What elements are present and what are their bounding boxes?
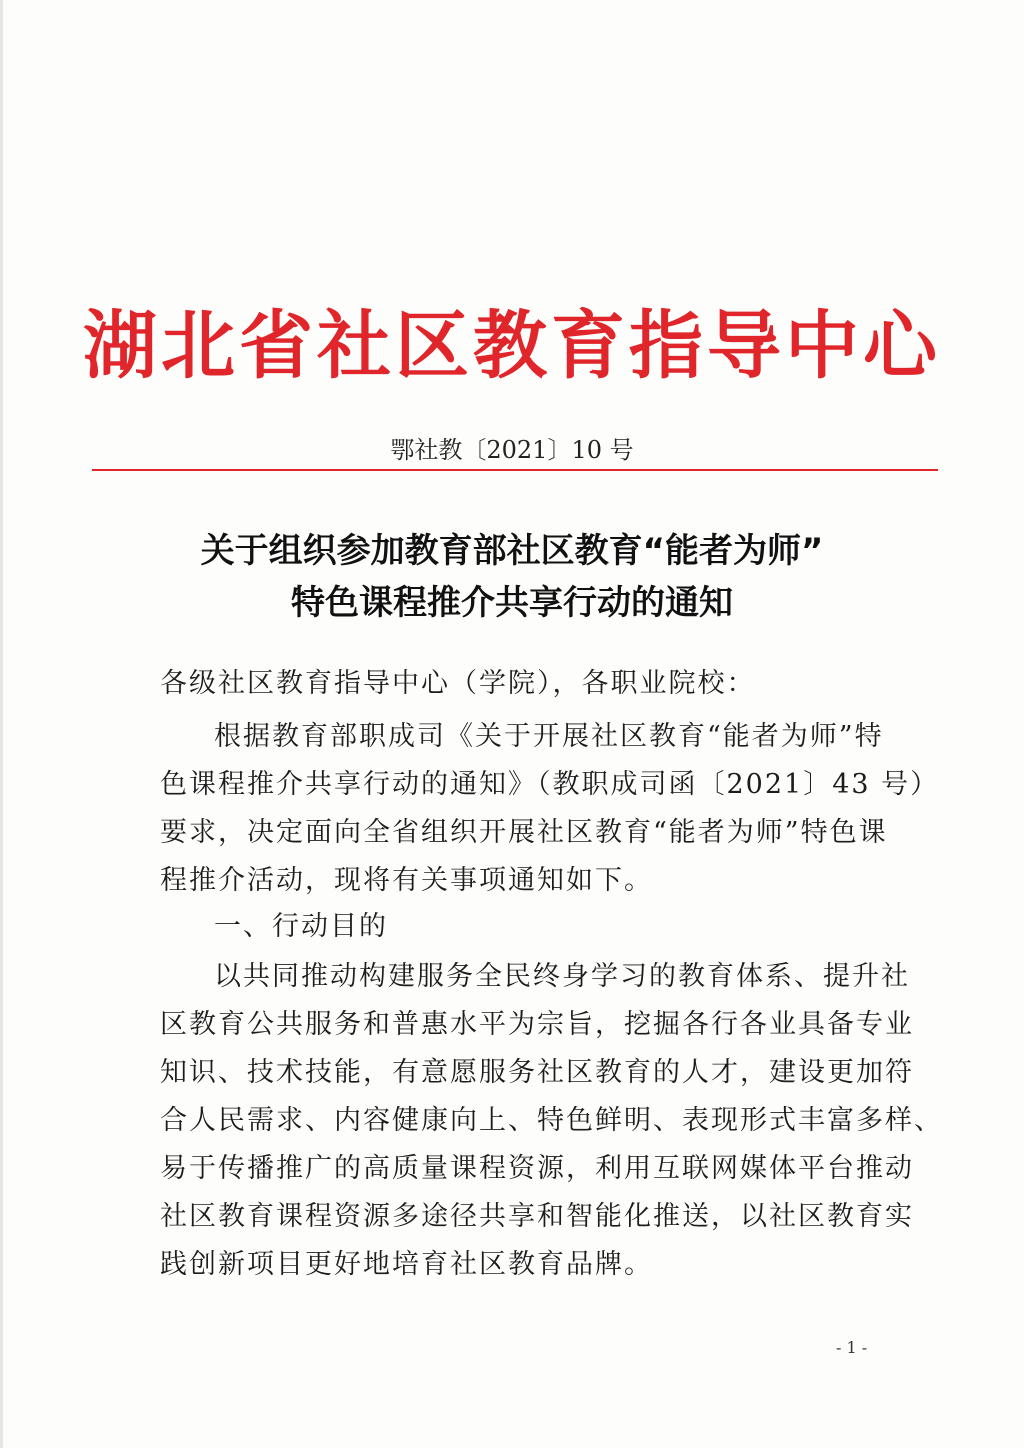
section-1-line-1: 以共同推动构建服务全民终身学习的教育体系、提升社 xyxy=(214,961,910,992)
section-1-line-3: 知识、技术技能，有意愿服务社区教育的人才，建设更加符 xyxy=(160,1057,914,1088)
document-number: 鄂社教〔2021〕10 号 xyxy=(390,436,634,464)
section-1-line-7: 践创新项目更好地培育社区教育品牌。 xyxy=(160,1249,653,1280)
title-line-1: 关于组织参加教育部社区教育“能者为师” xyxy=(200,531,824,571)
page-edge xyxy=(0,0,3,1448)
addressee: 各级社区教育指导中心（学院），各职业院校： xyxy=(160,668,756,699)
intro-line-3: 要求，决定面向全省组织开展社区教育“能者为师”特色课 xyxy=(160,817,888,848)
section-1-line-4: 合人民需求、内容健康向上、特色鲜明、表现形式丰富多样、 xyxy=(160,1105,943,1136)
section-1-line-6: 社区教育课程资源多途径共享和智能化推送，以社区教育实 xyxy=(160,1201,914,1232)
red-divider-line xyxy=(92,469,938,471)
section-1-line-5: 易于传播推广的高质量课程资源，利用互联网媒体平台推动 xyxy=(160,1153,914,1184)
organization-header: 湖北省社区教育指导中心 xyxy=(83,303,941,389)
intro-line-4: 程推介活动，现将有关事项通知如下。 xyxy=(160,865,653,896)
intro-line-1: 根据教育部职成司《关于开展社区教育“能者为师”特 xyxy=(214,721,884,752)
section-1-line-2: 区教育公共服务和普惠水平为宗旨，挖掘各行各业具备专业 xyxy=(160,1009,914,1040)
section-1-heading: 一、行动目的 xyxy=(214,911,388,942)
page-number: - 1 - xyxy=(836,1338,868,1357)
title-line-2: 特色课程推介共享行动的通知 xyxy=(291,583,733,623)
intro-line-2: 色课程推介共享行动的通知》（教职成司函〔2021〕43 号） xyxy=(160,769,940,800)
